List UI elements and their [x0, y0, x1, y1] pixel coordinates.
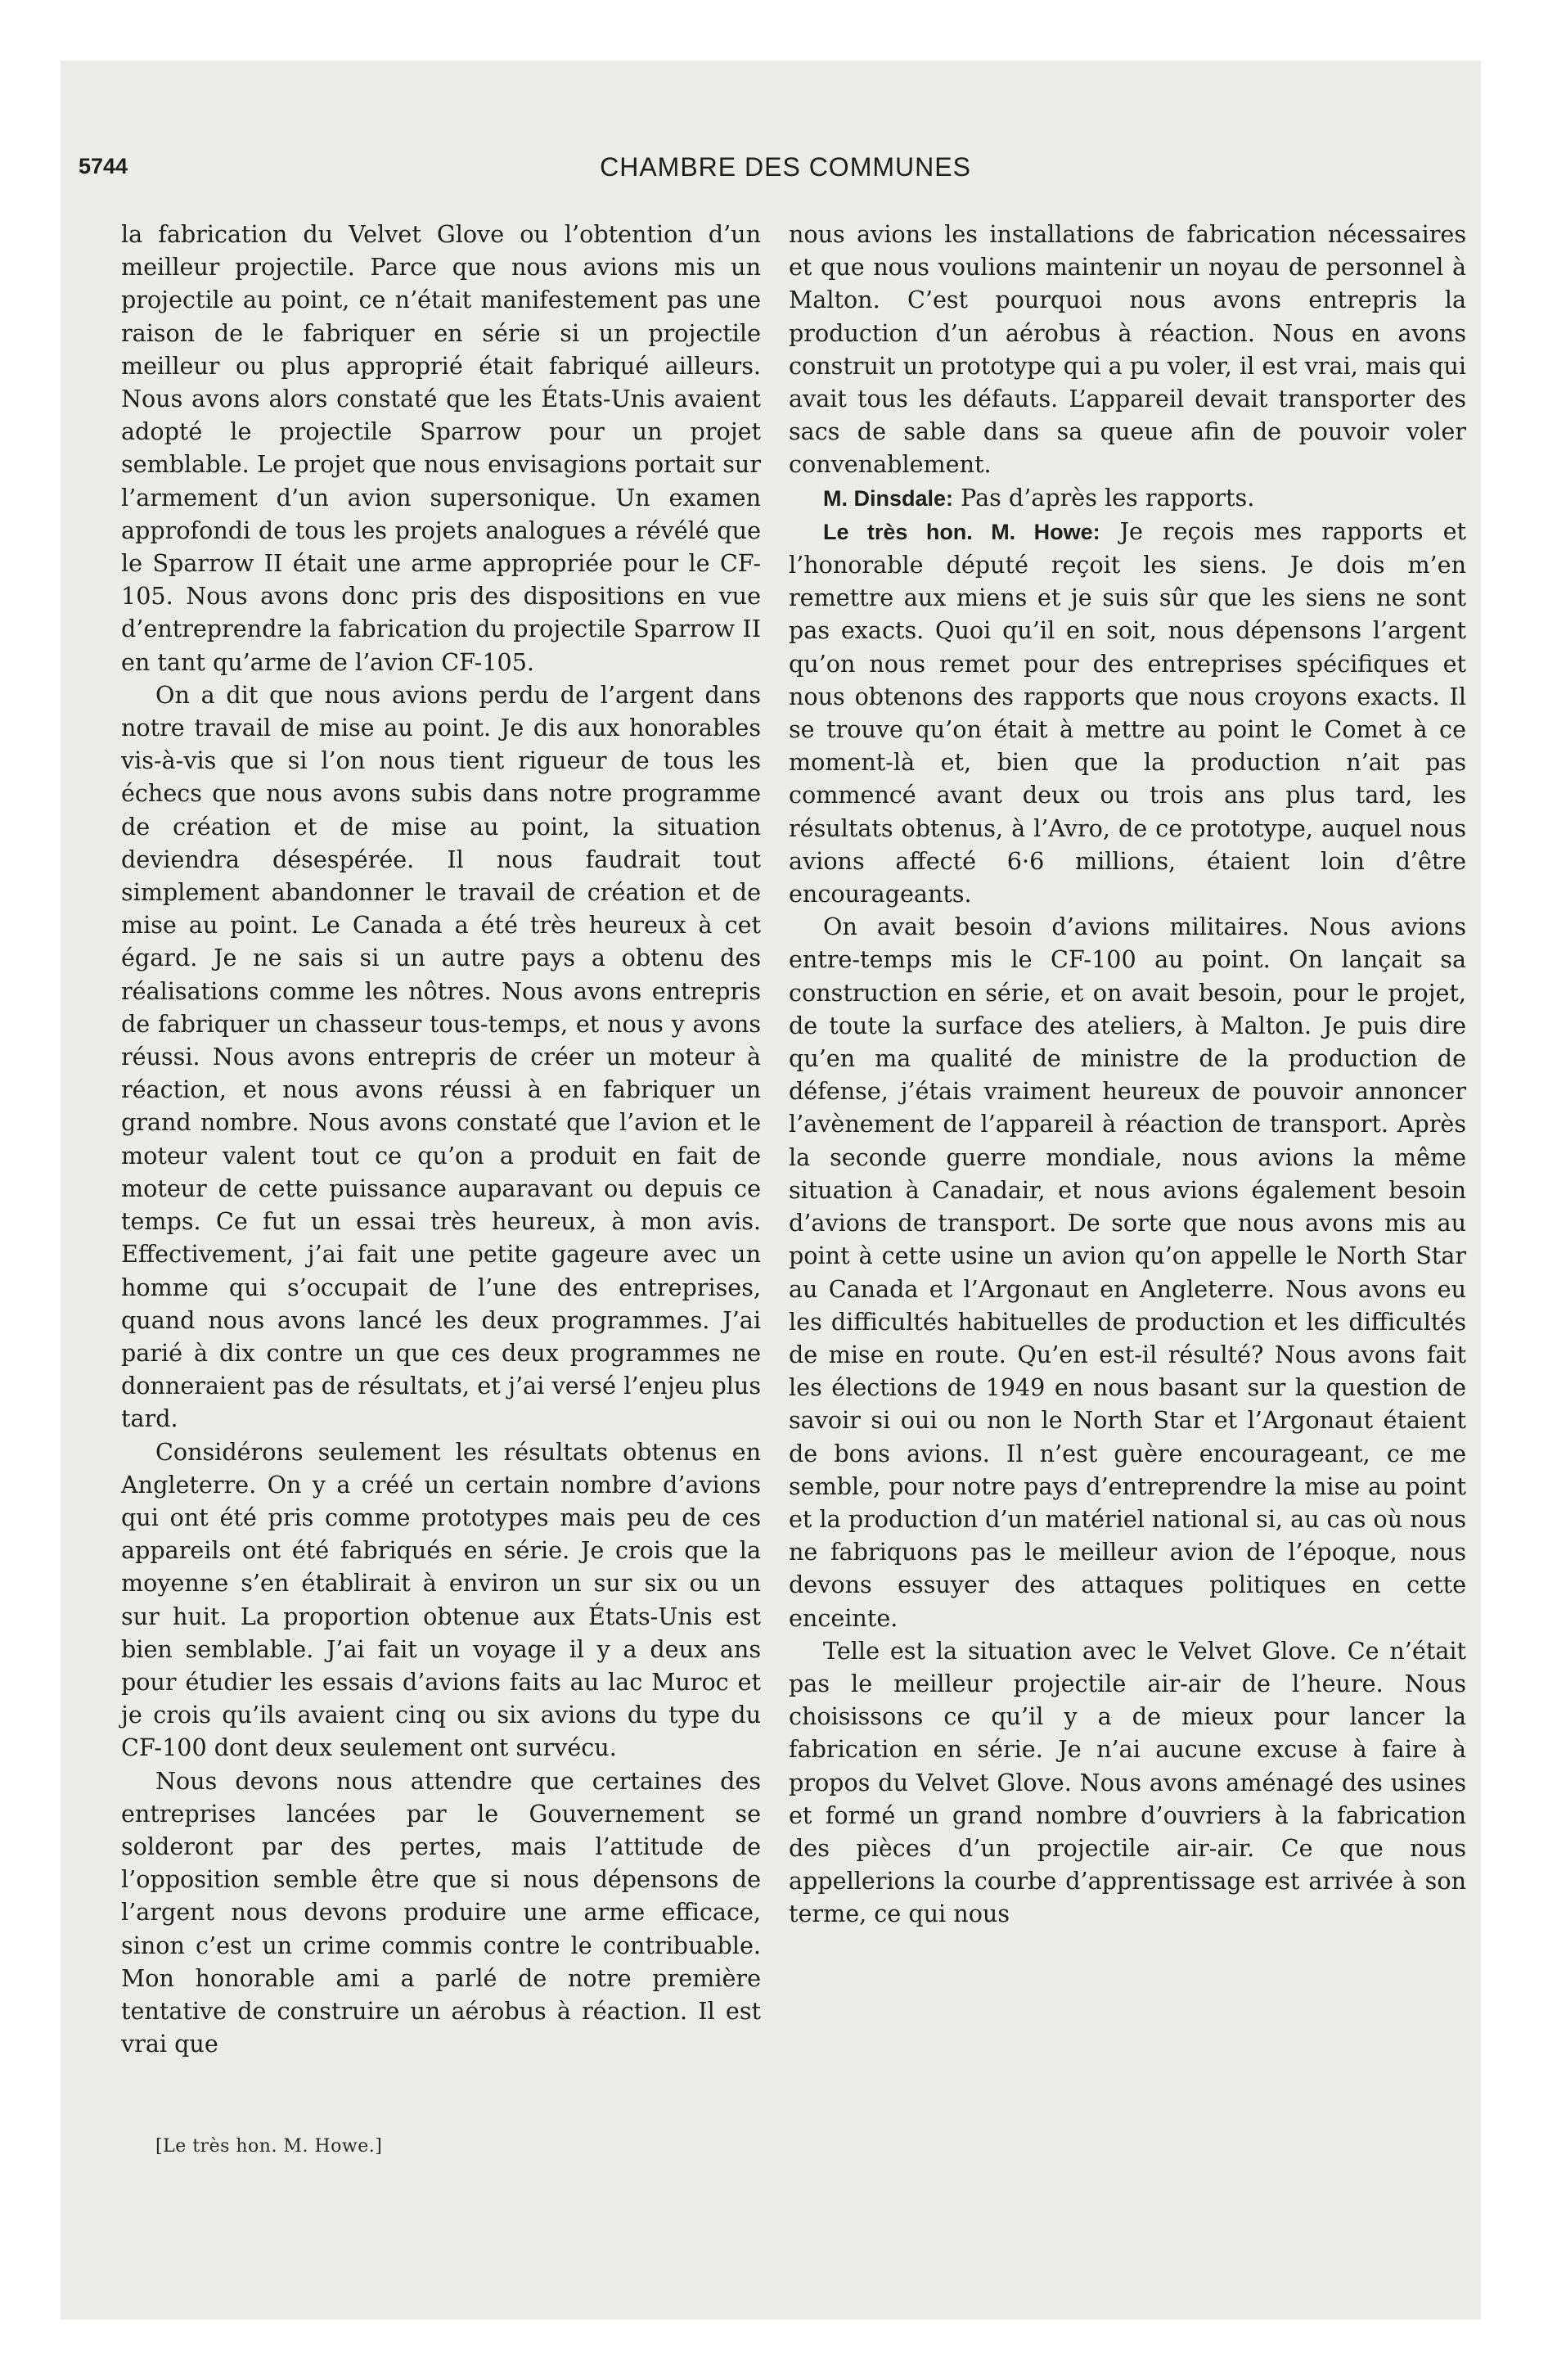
paragraph: On avait besoin d’avions militaires. Nous avions entre-temps mis le CF-100 au point. On lançait sa construction en série, et on avait besoin, pour le projet, de toute la surface des ateliers, à Malton. Je puis dire qu’en ma qualité de ministre de la production de défense, j’étais vraiment heureux de pouvoir annoncer l’avènement de l’appareil à réaction de transport. Après la seconde guerre mondiale, nous avions la même situation à Canadair, et nous avions également besoin d’avions de transport. De sorte que nous avons mis au point à cette usine un avion qu’on appelle le North Star au Canada et l’Argonaut en Angleterre. Nous avons eu les difficultés habituelles de production et les difficultés de mise en route. Qu’en est-il résulté? Nous avons fait les élections de 1949 en nous basant sur la question de savoir si oui ou non le North Star et l’Argonaut étaient de bons avions. Il n’est guère encourageant, ce me semble, pour notre pays d’entreprendre la mise au point et la production d’un matériel national si, au cas où nous ne fabriquons pas le meilleur avion de l’époque, nous devons essuyer des attaques politiques en cette enceinte.	[789, 913, 1466, 1632]
paragraph: Telle est la situation avec le Velvet Glove. Ce n’était pas le meilleur projectile air-air de l’heure. Nous choisissons ce qu’il y a de mieux pour lancer la fabrication en série. Je n’ai aucune excuse à faire à propos du Velvet Glove. Nous avons aménagé des usines et formé un grand nombre d’ouvriers à la fabrication des pièces d’un projectile air-air. Ce que nous appellerions la courbe d’apprentissage est arrivée à son terme, ce qui nous	[789, 1636, 1466, 1928]
paragraph: Nous devons nous attendre que certaines des entreprises lancées par le Gouvernement se solderont par des pertes, mais l’attitude de l’opposition semble être que si nous dépensons de l’argent nous devons produire une arme efficace, sinon c’est un crime commis contre le contribuable. Mon honorable ami a parlé de notre première tentative de construire un aérobus à réaction. Il est vrai que	[121, 1766, 761, 2058]
speech-text: Je reçois mes rapports et l’honorable député reçoit les siens. Je dois m’en remettre aux miens et je suis sûr que les siens ne sont pas exacts. Quoi qu’il en soit, nous dépensons l’argent qu’on nous remet pour des entreprises spécifiques et nous obtenons des rapports que nous croyons exacts. Il se trouve qu’on était à mettre au point le Comet à ce moment-là et, bien que la production n’ait pas commencé avant deux ou trois ans plus tard, les résultats obtenus, à l’Avro, de ce prototype, auquel nous avions affecté 6·6 millions, étaient loin d’être encourageants.	[789, 516, 1466, 908]
speech	[789, 515, 1466, 910]
speech	[789, 481, 1466, 515]
left-column	[121, 218, 761, 2060]
paragraph: la fabrication du Velvet Glove ou l’obtention d’un meilleur projectile. Parce que nous avions mis un projectile au point, ce n’était manifestement pas une raison de le fabriquer en série si un projectile meilleur ou plus approprié était fabriqué ailleurs. Nous avons alors constaté que les États-Unis avaient adopté le projectile Sparrow pour un projet semblable. Le projet que nous envisagions portait sur l’armement d’un avion supersonique. Un examen approfondi de tous les projets analogues a révélé que le Sparrow II était une arme appropriée pour le CF-105. Nous avons donc pris des dispositions en vue d’entreprendre la fabrication du projectile Sparrow II en tant qu’arme de l’avion CF-105.	[121, 220, 761, 676]
speaker-attribution: [Le très hon. M. Howe.]	[155, 2136, 383, 2157]
speaker-name: Le très hon. M. Howe:	[823, 519, 1100, 544]
speech-text: Pas d’après les rapports.	[961, 483, 1255, 512]
paragraph: On a dit que nous avions perdu de l’argent dans notre travail de mise au point. Je dis aux honorables vis-à-vis que si l’on nous tient rigueur de tous les échecs que nous avons subis dans notre programme de création et de mise au point, la situation deviendra désespérée. Il nous faudrait tout simplement abandonner le travail de création et de mise au point. Le Canada a été très heureux à cet égard. Je ne sais si un autre pays a obtenu des réalisations comme les nôtres. Nous avons entrepris de fabriquer un chasseur tous-temps, et nous y avons réussi. Nous avons entrepris de créer un moteur à réaction, et nous avons réussi à en fabriquer un grand nombre. Nous avons constaté que l’avion et le moteur valent tout ce qu’on a produit en fait de moteur de cette puissance auparavant ou depuis ce temps. Ce fut un essai très heureux, à mon avis. Effectivement, j’ai fait une petite gageure avec un homme qui s’occupait de l’une des entreprises, quand nous avons lancé les deux programmes. J’ai parié à dix contre un que ces deux programmes ne donneraient pas de résultats, et j’ai versé l’enjeu plus tard.	[121, 680, 761, 1433]
paragraph: Considérons seulement les résultats obtenus en Angleterre. On y a créé un certain nombre d’avions qui ont été pris comme prototypes mais peu de ces appareils ont été fabriqués en série. Je crois que la moyenne s’en établirait à environ un sur six ou un sur huit. La proportion obtenue aux États-Unis est bien semblable. J’ai fait un voyage il y a deux ans pour étudier les essais d’avions faits au lac Muroc et je crois qu’ils avaient cinq ou six avions du type du CF-100 dont deux seulement ont survécu.	[121, 1437, 761, 1762]
page-number: 5744	[79, 154, 128, 178]
right-column	[789, 218, 1466, 1931]
speaker-name: M. Dinsdale:	[823, 485, 954, 511]
paragraph: nous avions les installations de fabrication nécessaires et que nous voulions maintenir un noyau de personnel à Malton. C’est pourquoi nous avons entrepris la production d’un aérobus à réaction. Nous en avons construit un prototype qui a pu voler, il est vrai, mais qui avait tous les défauts. L’appareil devait transporter des sacs de sable dans sa queue afin de pouvoir voler convenablement.	[789, 220, 1466, 479]
running-head: CHAMBRE DES COMMUNES	[600, 152, 971, 182]
